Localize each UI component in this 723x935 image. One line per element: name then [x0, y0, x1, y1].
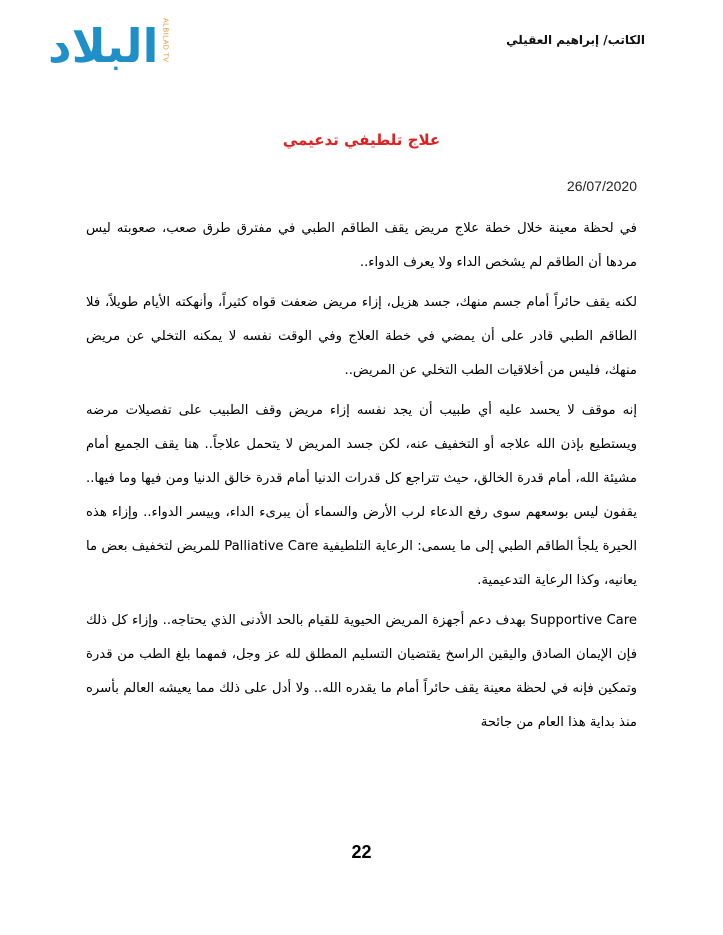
paragraph-2: لكنه يقف حائراً أمام جسم منهك، جسد هزيل، إزاء مريض ضعفت قواه كثيراً، وأنهكته الأيام طويلاً، فلا الطاقم الطبي قادر على أن يمضي في خطة العلاج وفي الوقت نفسه لا يمكنه التخلي عن مريض منهك، فليس من أخلاقيات الطب التخلي عن المريض.. [86, 295, 637, 378]
article-title: علاج تلطيفي تدعيمي [282, 131, 441, 149]
site-logo[interactable] [48, 18, 168, 71]
article-date: 26/07/2020 [566, 178, 637, 194]
paragraph-1: في لحظة معينة خلال خطة علاج مريض يقف الطاقم الطبي في مفترق طرق صعب، صعوبته ليس مردها أن الطاقم لم يشخص الداء ولا يعرف الدواء.. [86, 221, 637, 270]
paragraph-3: إنه موقف لا يحسد عليه أي طبيب أن يجد نفسه إزاء مريض وقف الطبيب على تفصيلات مرضه ويستطيع بإذن الله علاجه أو التخفيف عنه، لكن جسد المريض لا يتحمل علاجاً.. هنا يقف الجميع أمام مشيئة الله، أمام قدرة الخالق، حيث تتراجع كل قدرات الدنيا أمام قدرة خالق الدنيا ومن فيها وما فيها.. يقفون ليس بوسعهم سوى رفع الدعاء لرب الأرض والسماء أن يبرىء الداء، وييسر الدواء.. وإزاء هذه الحيرة يلجأ الطاقم الطبي إلى ما يسمى: الرعاية التلطيفية Palliative Care للمريض لتخفيف بعض ما يعانيه، وكذا الرعاية التدعيمية. [86, 403, 637, 588]
article-body [86, 212, 637, 746]
logo-subtext: ALBILAD TV [161, 18, 169, 63]
paragraph-4: Supportive Care بهدف دعم أجهزة المريض الحيوية للقيام بالحد الأدنى الذي يحتاجه.. وإزاء كل ذلك فإن الإيمان الصادق واليقين الراسخ يقتضيان التسليم المطلق لله عز وجل، فمهما بلغ الطب من قدرة وتمكين فإنه في لحظة معينة يقف حائراً أمام ما يقدره الله.. ولا أدل على ذلك مما يعيشه العالم بأسره منذ بداية هذا العام من جائحة [86, 613, 637, 730]
author-name: الكاتب/ إبراهيم العقيلي [506, 33, 645, 47]
logo-text: البلاد [48, 18, 159, 73]
page-number: 22 [351, 842, 372, 862]
